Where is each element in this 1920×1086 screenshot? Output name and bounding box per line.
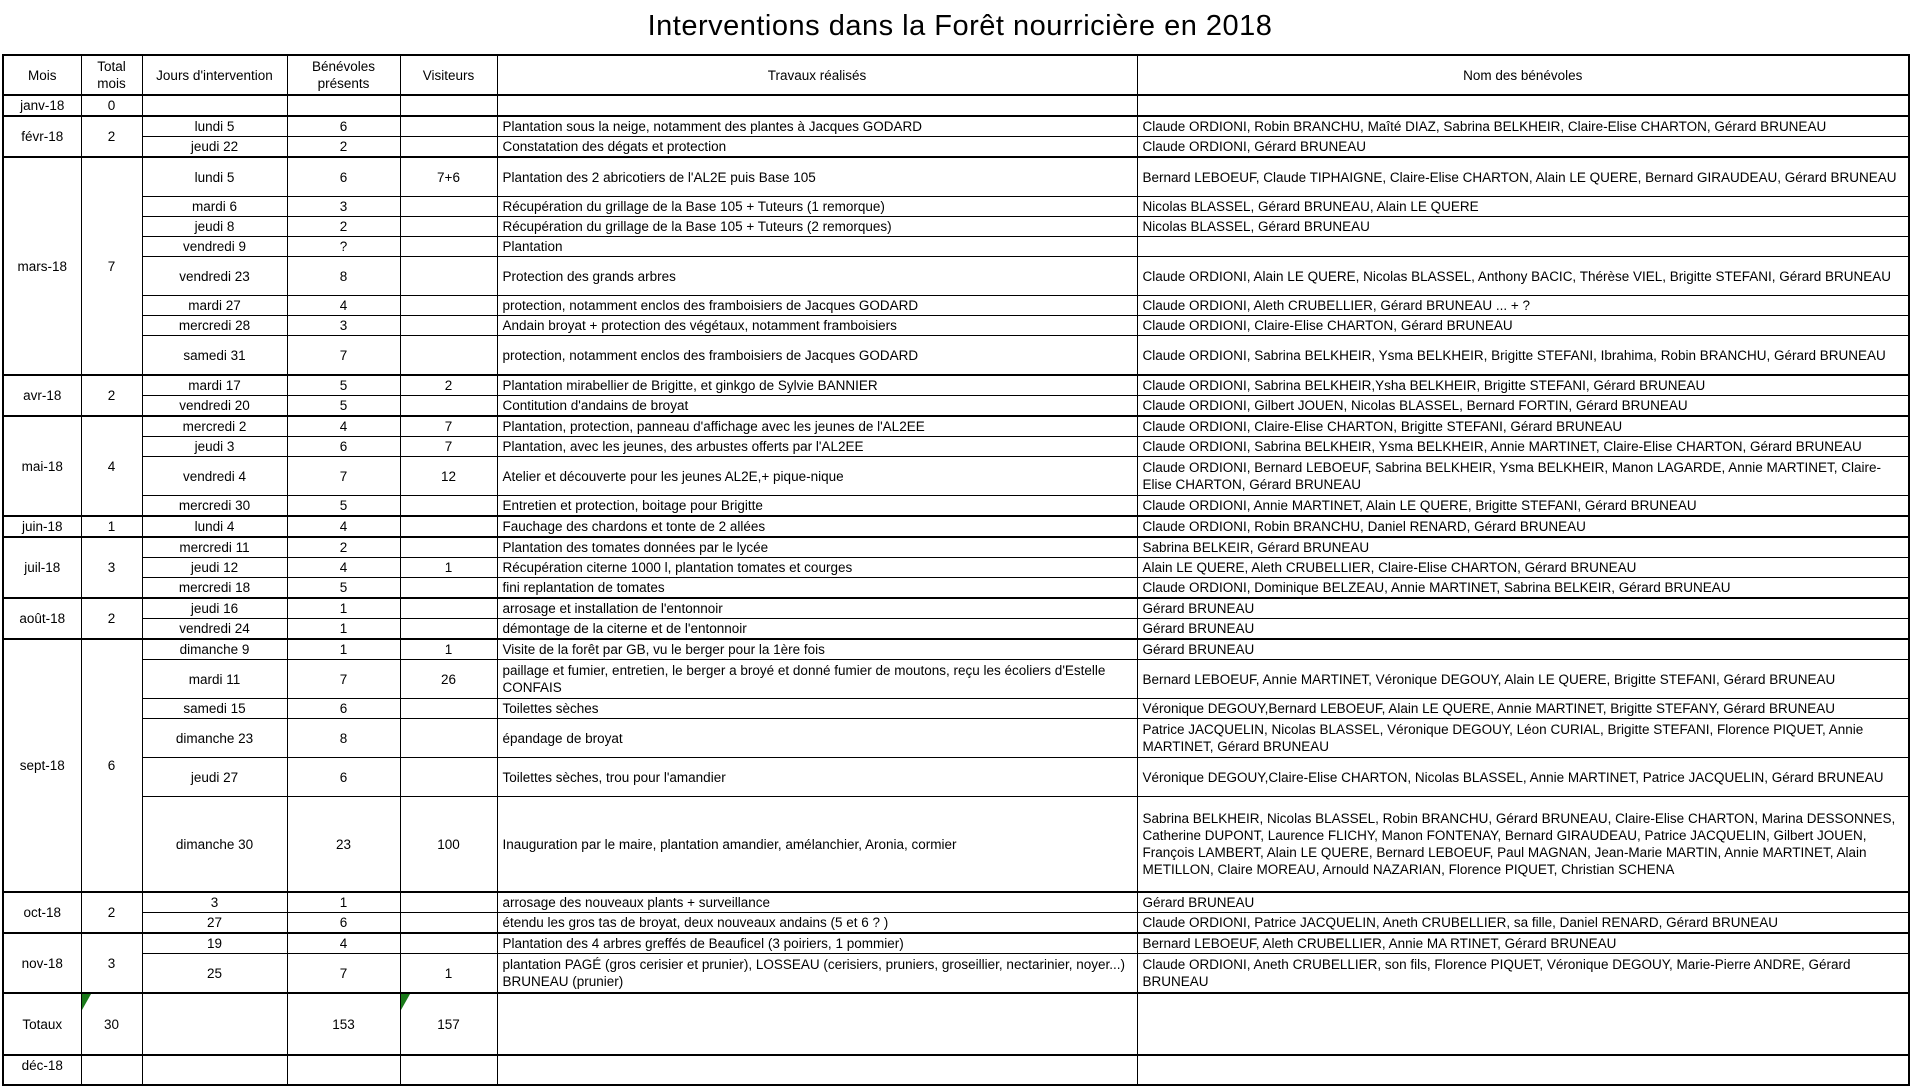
noms-cell: Sabrina BELKHEIR, Nicolas BLASSEL, Robin BRANCHU, Gérard BRUNEAU, Claire-Elise CHARTON, Marina DESSONNES, Catherine DUPONT, Laurence FLICHY, Manon FONTENAY, Bernard GIRAUDEAU, Patrice JACQUELIN, Gilbert JOUEN, François LAMBERT, Alain LE QUERE, Bernard LEBOEUF, Paul MAGNAN, Jean-Marie MARTIN, Annie MARTINET, Alain METILLON, Claire MOREAU, Arnould NAZARIAN, Florence PIQUET, Christian SCHENA [1137, 797, 1909, 893]
noms-cell: Véronique DEGOUY,Bernard LEBOEUF, Alain LE QUERE, Annie MARTINET, Brigitte STEFANY, Gérard BRUNEAU [1137, 699, 1909, 719]
month-cell: oct-18 [3, 892, 81, 933]
benevoles-count-cell: 1 [287, 639, 400, 660]
travaux-cell: paillage et fumier, entretien, le berger a broyé et donné fumier de moutons, reçu les écoliers d'Estelle CONFAIS [497, 660, 1137, 699]
day-cell: mercredi 28 [142, 316, 287, 336]
month-total-cell: 6 [81, 639, 142, 892]
day-cell: mardi 11 [142, 660, 287, 699]
month-cell: sept-18 [3, 639, 81, 892]
page-title: Interventions dans la Forêt nourricière en 2018 [647, 10, 1273, 42]
intervention-row [3, 95, 1909, 116]
travaux-cell: Plantation des 4 arbres greffés de Beauficel (3 poiriers, 1 pommier) [497, 933, 1137, 954]
totals-months-value: 30 [103, 1016, 120, 1032]
noms-cell: Nicolas BLASSEL, Gérard BRUNEAU, Alain LE QUERE [1137, 197, 1909, 217]
intervention-row [3, 892, 1909, 913]
travaux-cell: étendu les gros tas de broyat, deux nouveaux andains (5 et 6 ? ) [497, 913, 1137, 934]
benevoles-count-cell: 4 [287, 416, 400, 437]
noms-cell: Véronique DEGOUY,Claire-Elise CHARTON, Nicolas BLASSEL, Annie MARTINET, Patrice JACQUELIN, Gérard BRUNEAU [1137, 758, 1909, 797]
travaux-cell: Plantation, avec les jeunes, des arbustes offerts par l'AL2EE [497, 437, 1137, 457]
noms-cell: Gérard BRUNEAU [1137, 639, 1909, 660]
noms-cell: Claude ORDIONI, Sabrina BELKHEIR, Ysma BELKHEIR, Brigitte STEFANI, Ibrahima, Robin BRANCHU, Gérard BRUNEAU [1137, 336, 1909, 376]
benevoles-count-cell: 4 [287, 558, 400, 578]
travaux-cell: Plantation des tomates données par le lycée [497, 537, 1137, 558]
travaux-cell: Plantation mirabellier de Brigitte, et ginkgo de Sylvie BANNIER [497, 375, 1137, 396]
benevoles-count-cell: 3 [287, 316, 400, 336]
month-total-cell: 4 [81, 416, 142, 516]
day-cell: 3 [142, 892, 287, 913]
month-cell: févr-18 [3, 116, 81, 157]
column-header-benevoles-presents: Bénévoles présents [287, 55, 400, 95]
visiteurs-count-cell [400, 237, 497, 257]
intervention-row [3, 797, 1909, 893]
travaux-cell: Fauchage des chardons et tonte de 2 allées [497, 516, 1137, 537]
month-cell: juin-18 [3, 516, 81, 537]
day-cell: lundi 4 [142, 516, 287, 537]
day-cell: vendredi 23 [142, 257, 287, 296]
intervention-row [3, 457, 1909, 496]
travaux-cell: Inauguration par le maire, plantation amandier, amélanchier, Aronia, cormier [497, 797, 1137, 893]
travaux-cell: Protection des grands arbres [497, 257, 1137, 296]
visiteurs-count-cell [400, 537, 497, 558]
month-cell: août-18 [3, 598, 81, 639]
day-cell: jeudi 3 [142, 437, 287, 457]
visiteurs-count-cell [400, 116, 497, 137]
benevoles-count-cell: 1 [287, 598, 400, 619]
benevoles-count-cell: 7 [287, 954, 400, 994]
travaux-cell: Plantation, protection, panneau d'affichage avec les jeunes de l'AL2EE [497, 416, 1137, 437]
travaux-cell: Atelier et découverte pour les jeunes AL2E,+ pique-nique [497, 457, 1137, 496]
day-cell: mercredi 30 [142, 496, 287, 517]
intervention-row [3, 296, 1909, 316]
intervention-row [3, 537, 1909, 558]
visiteurs-count-cell [400, 578, 497, 599]
day-cell: mardi 17 [142, 375, 287, 396]
travaux-cell: Entretien et protection, boitage pour Brigitte [497, 496, 1137, 517]
partial-benevoles-cell [287, 1055, 400, 1085]
benevoles-count-cell: 8 [287, 719, 400, 758]
totals-row [3, 993, 1909, 1055]
noms-cell [1137, 95, 1909, 116]
visiteurs-count-cell: 7 [400, 437, 497, 457]
travaux-cell: Récupération citerne 1000 l, plantation tomates et courges [497, 558, 1137, 578]
intervention-row [3, 933, 1909, 954]
benevoles-count-cell: 7 [287, 457, 400, 496]
travaux-cell: Visite de la forêt par GB, vu le berger pour la 1ère fois [497, 639, 1137, 660]
travaux-cell: Plantation des 2 abricotiers de l'AL2E puis Base 105 [497, 157, 1137, 197]
intervention-row [3, 660, 1909, 699]
day-cell: lundi 5 [142, 116, 287, 137]
travaux-cell: démontage de la citerne et de l'entonnoir [497, 619, 1137, 640]
travaux-cell: protection, notamment enclos des framboisiers de Jacques GODARD [497, 296, 1137, 316]
benevoles-count-cell: 4 [287, 516, 400, 537]
intervention-row [3, 217, 1909, 237]
column-header-travaux-realises: Travaux réalisés [497, 55, 1137, 95]
intervention-row [3, 496, 1909, 517]
benevoles-count-cell: 6 [287, 758, 400, 797]
noms-cell: Claude ORDIONI, Aneth CRUBELLIER, son fils, Florence PIQUET, Véronique DEGOUY, Marie-Pierre ANDRE, Gérard BRUNEAU [1137, 954, 1909, 994]
intervention-row [3, 719, 1909, 758]
noms-cell: Gérard BRUNEAU [1137, 598, 1909, 619]
noms-cell: Claude ORDIONI, Sabrina BELKHEIR, Ysma BELKHEIR, Annie MARTINET, Claire-Elise CHARTON, Gérard BRUNEAU [1137, 437, 1909, 457]
column-header-mois: Mois [3, 55, 81, 95]
visiteurs-count-cell: 2 [400, 375, 497, 396]
month-total-cell: 2 [81, 598, 142, 639]
benevoles-count-cell: 5 [287, 496, 400, 517]
totals-label-cell: Totaux [3, 993, 81, 1055]
benevoles-count-cell: 1 [287, 892, 400, 913]
intervention-row [3, 639, 1909, 660]
header-row [3, 55, 1909, 95]
noms-cell: Claude ORDIONI, Gérard BRUNEAU [1137, 137, 1909, 158]
noms-cell: Alain LE QUERE, Aleth CRUBELLIER, Claire-Elise CHARTON, Gérard BRUNEAU [1137, 558, 1909, 578]
column-header-total-mois: Total mois [81, 55, 142, 95]
day-cell: 19 [142, 933, 287, 954]
intervention-row [3, 316, 1909, 336]
travaux-cell: Plantation sous la neige, notamment des plantes à Jacques GODARD [497, 116, 1137, 137]
intervention-row [3, 336, 1909, 376]
day-cell: jeudi 16 [142, 598, 287, 619]
visiteurs-count-cell [400, 598, 497, 619]
noms-cell [1137, 237, 1909, 257]
day-cell: vendredi 4 [142, 457, 287, 496]
intervention-row [3, 396, 1909, 417]
visiteurs-count-cell: 26 [400, 660, 497, 699]
totals-visiteurs-value: 157 [437, 1016, 460, 1032]
day-cell: jeudi 8 [142, 217, 287, 237]
totals-travaux-cell [497, 993, 1137, 1055]
benevoles-count-cell: 6 [287, 437, 400, 457]
noms-cell: Claude ORDIONI, Claire-Elise CHARTON, Brigitte STEFANI, Gérard BRUNEAU [1137, 416, 1909, 437]
visiteurs-count-cell [400, 516, 497, 537]
totals-months-cell [81, 993, 142, 1055]
day-cell: dimanche 30 [142, 797, 287, 893]
benevoles-count-cell: 7 [287, 336, 400, 376]
visiteurs-count-cell: 1 [400, 558, 497, 578]
green-corner-marker-icon [401, 994, 410, 1010]
travaux-cell: protection, notamment enclos des framboisiers de Jacques GODARD [497, 336, 1137, 376]
travaux-cell: plantation PAGÉ (gros cerisier et prunier), LOSSEAU (cerisiers, pruniers, groseillier, nectarinier, noyer...) BRUNEAU (prunier) [497, 954, 1137, 994]
visiteurs-count-cell [400, 758, 497, 797]
visiteurs-count-cell: 1 [400, 954, 497, 994]
benevoles-count-cell: 8 [287, 257, 400, 296]
month-total-cell: 2 [81, 116, 142, 157]
visiteurs-count-cell [400, 719, 497, 758]
partial-next-month-row [3, 1055, 1909, 1085]
visiteurs-count-cell: 7 [400, 416, 497, 437]
benevoles-count-cell: 4 [287, 296, 400, 316]
intervention-row [3, 699, 1909, 719]
interventions-table [2, 54, 1910, 1086]
intervention-row [3, 913, 1909, 934]
day-cell: vendredi 20 [142, 396, 287, 417]
intervention-row [3, 954, 1909, 994]
day-cell: dimanche 23 [142, 719, 287, 758]
day-cell: jeudi 12 [142, 558, 287, 578]
benevoles-count-cell: 6 [287, 116, 400, 137]
benevoles-count-cell: 6 [287, 699, 400, 719]
day-cell: vendredi 24 [142, 619, 287, 640]
day-cell: mardi 6 [142, 197, 287, 217]
intervention-row [3, 598, 1909, 619]
noms-cell: Claude ORDIONI, Patrice JACQUELIN, Aneth CRUBELLIER, sa fille, Daniel RENARD, Gérard BRUNEAU [1137, 913, 1909, 934]
visiteurs-count-cell [400, 217, 497, 237]
travaux-cell: Constatation des dégats et protection [497, 137, 1137, 158]
intervention-row [3, 758, 1909, 797]
day-cell: dimanche 9 [142, 639, 287, 660]
day-cell [142, 95, 287, 116]
month-total-cell: 3 [81, 933, 142, 993]
noms-cell: Bernard LEBOEUF, Claude TIPHAIGNE, Claire-Elise CHARTON, Alain LE QUERE, Bernard GIRAUDEAU, Gérard BRUNEAU [1137, 157, 1909, 197]
noms-cell: Claude ORDIONI, Annie MARTINET, Alain LE QUERE, Brigitte STEFANI, Gérard BRUNEAU [1137, 496, 1909, 517]
noms-cell: Claude ORDIONI, Claire-Elise CHARTON, Gérard BRUNEAU [1137, 316, 1909, 336]
day-cell: mercredi 18 [142, 578, 287, 599]
intervention-row [3, 157, 1909, 197]
noms-cell: Claude ORDIONI, Gilbert JOUEN, Nicolas BLASSEL, Bernard FORTIN, Gérard BRUNEAU [1137, 396, 1909, 417]
visiteurs-count-cell [400, 257, 497, 296]
partial-visiteurs-cell [400, 1055, 497, 1085]
noms-cell: Patrice JACQUELIN, Nicolas BLASSEL, Véronique DEGOUY, Léon CURIAL, Brigitte STEFANI, Florence PIQUET, Annie MARTINET, Gérard BRUNEAU [1137, 719, 1909, 758]
month-cell: janv-18 [3, 95, 81, 116]
travaux-cell: fini replantation de tomates [497, 578, 1137, 599]
noms-cell: Bernard LEBOEUF, Aleth CRUBELLIER, Annie MA RTINET, Gérard BRUNEAU [1137, 933, 1909, 954]
benevoles-count-cell: 7 [287, 660, 400, 699]
travaux-cell [497, 95, 1137, 116]
travaux-cell: Andain broyat + protection des végétaux, notamment framboisiers [497, 316, 1137, 336]
benevoles-count-cell: 2 [287, 217, 400, 237]
intervention-row [3, 237, 1909, 257]
visiteurs-count-cell [400, 913, 497, 934]
day-cell: 25 [142, 954, 287, 994]
benevoles-count-cell: 2 [287, 537, 400, 558]
travaux-cell: arrosage des nouveaux plants + surveillance [497, 892, 1137, 913]
visiteurs-count-cell: 12 [400, 457, 497, 496]
day-cell: mercredi 2 [142, 416, 287, 437]
totals-noms-cell [1137, 993, 1909, 1055]
noms-cell: Claude ORDIONI, Bernard LEBOEUF, Sabrina BELKHEIR, Ysma BELKHEIR, Manon LAGARDE, Annie MARTINET, Claire-Elise CHARTON, Gérard BRUNEAU [1137, 457, 1909, 496]
benevoles-count-cell: 5 [287, 396, 400, 417]
visiteurs-count-cell: 1 [400, 639, 497, 660]
intervention-row [3, 197, 1909, 217]
noms-cell: Nicolas BLASSEL, Gérard BRUNEAU [1137, 217, 1909, 237]
travaux-cell: épandage de broyat [497, 719, 1137, 758]
intervention-row [3, 375, 1909, 396]
day-cell: jeudi 27 [142, 758, 287, 797]
noms-cell: Claude ORDIONI, Dominique BELZEAU, Annie MARTINET, Sabrina BELKEIR, Gérard BRUNEAU [1137, 578, 1909, 599]
intervention-row [3, 437, 1909, 457]
partial-month-cell: déc-18 [3, 1055, 81, 1085]
day-cell: jeudi 22 [142, 137, 287, 158]
month-cell: nov-18 [3, 933, 81, 993]
benevoles-count-cell: 5 [287, 578, 400, 599]
benevoles-count-cell: 23 [287, 797, 400, 893]
partial-total-cell [81, 1055, 142, 1085]
benevoles-count-cell: 3 [287, 197, 400, 217]
visiteurs-count-cell [400, 296, 497, 316]
visiteurs-count-cell [400, 933, 497, 954]
visiteurs-count-cell [400, 316, 497, 336]
month-cell: mars-18 [3, 157, 81, 375]
noms-cell: Claude ORDIONI, Aleth CRUBELLIER, Gérard BRUNEAU ... + ? [1137, 296, 1909, 316]
benevoles-count-cell: 6 [287, 913, 400, 934]
intervention-row [3, 516, 1909, 537]
partial-noms-cell [1137, 1055, 1909, 1085]
noms-cell: Claude ORDIONI, Sabrina BELKHEIR,Ysha BELKHEIR, Brigitte STEFANI, Gérard BRUNEAU [1137, 375, 1909, 396]
partial-travaux-cell [497, 1055, 1137, 1085]
benevoles-count-cell: 1 [287, 619, 400, 640]
visiteurs-count-cell [400, 137, 497, 158]
travaux-cell: Toilettes sèches, trou pour l'amandier [497, 758, 1137, 797]
table-body [3, 95, 1909, 1085]
noms-cell: Claude ORDIONI, Robin BRANCHU, Maîté DIAZ, Sabrina BELKHEIR, Claire-Elise CHARTON, Gérard BRUNEAU [1137, 116, 1909, 137]
travaux-cell: Récupération du grillage de la Base 105 + Tuteurs (2 remorques) [497, 217, 1137, 237]
month-cell: mai-18 [3, 416, 81, 516]
benevoles-count-cell: ? [287, 237, 400, 257]
noms-cell: Gérard BRUNEAU [1137, 619, 1909, 640]
benevoles-count-cell: 2 [287, 137, 400, 158]
visiteurs-count-cell [400, 95, 497, 116]
column-header-jours-intervention: Jours d'intervention [142, 55, 287, 95]
day-cell: 27 [142, 913, 287, 934]
visiteurs-count-cell: 7+6 [400, 157, 497, 197]
intervention-row [3, 558, 1909, 578]
noms-cell: Claude ORDIONI, Robin BRANCHU, Daniel RENARD, Gérard BRUNEAU [1137, 516, 1909, 537]
green-corner-marker-icon [82, 994, 91, 1010]
day-cell: samedi 15 [142, 699, 287, 719]
intervention-row [3, 619, 1909, 640]
totals-benevoles-cell: 153 [287, 993, 400, 1055]
travaux-cell: arrosage et installation de l'entonnoir [497, 598, 1137, 619]
noms-cell: Claude ORDIONI, Alain LE QUERE, Nicolas BLASSEL, Anthony BACIC, Thérèse VIEL, Brigitte STEFANI, Gérard BRUNEAU [1137, 257, 1909, 296]
day-cell: vendredi 9 [142, 237, 287, 257]
totals-day-cell [142, 993, 287, 1055]
noms-cell: Gérard BRUNEAU [1137, 892, 1909, 913]
intervention-row [3, 578, 1909, 599]
month-total-cell: 2 [81, 892, 142, 933]
month-total-cell: 1 [81, 516, 142, 537]
month-cell: juil-18 [3, 537, 81, 598]
intervention-row [3, 257, 1909, 296]
intervention-row [3, 137, 1909, 158]
month-total-cell: 2 [81, 375, 142, 416]
travaux-cell: Contitution d'andains de broyat [497, 396, 1137, 417]
noms-cell: Sabrina BELKEIR, Gérard BRUNEAU [1137, 537, 1909, 558]
day-cell: samedi 31 [142, 336, 287, 376]
column-header-nom-benevoles: Nom des bénévoles [1137, 55, 1909, 95]
visiteurs-count-cell [400, 619, 497, 640]
month-total-cell: 0 [81, 95, 142, 116]
partial-day-cell [142, 1055, 287, 1085]
benevoles-count-cell: 4 [287, 933, 400, 954]
column-header-visiteurs: Visiteurs [400, 55, 497, 95]
day-cell: mardi 27 [142, 296, 287, 316]
visiteurs-count-cell: 100 [400, 797, 497, 893]
benevoles-count-cell [287, 95, 400, 116]
day-cell: mercredi 11 [142, 537, 287, 558]
intervention-row [3, 416, 1909, 437]
month-total-cell: 3 [81, 537, 142, 598]
noms-cell: Bernard LEBOEUF, Annie MARTINET, Véronique DEGOUY, Alain LE QUERE, Brigitte STEFANI, Gérard BRUNEAU [1137, 660, 1909, 699]
visiteurs-count-cell [400, 699, 497, 719]
totals-visiteurs-cell [400, 993, 497, 1055]
travaux-cell: Toilettes sèches [497, 699, 1137, 719]
intervention-row [3, 116, 1909, 137]
travaux-cell: Plantation [497, 237, 1137, 257]
visiteurs-count-cell [400, 197, 497, 217]
visiteurs-count-cell [400, 892, 497, 913]
visiteurs-count-cell [400, 336, 497, 376]
month-total-cell: 7 [81, 157, 142, 375]
day-cell: lundi 5 [142, 157, 287, 197]
visiteurs-count-cell [400, 396, 497, 417]
month-cell: avr-18 [3, 375, 81, 416]
visiteurs-count-cell [400, 496, 497, 517]
benevoles-count-cell: 5 [287, 375, 400, 396]
travaux-cell: Récupération du grillage de la Base 105 + Tuteurs (1 remorque) [497, 197, 1137, 217]
benevoles-count-cell: 6 [287, 157, 400, 197]
